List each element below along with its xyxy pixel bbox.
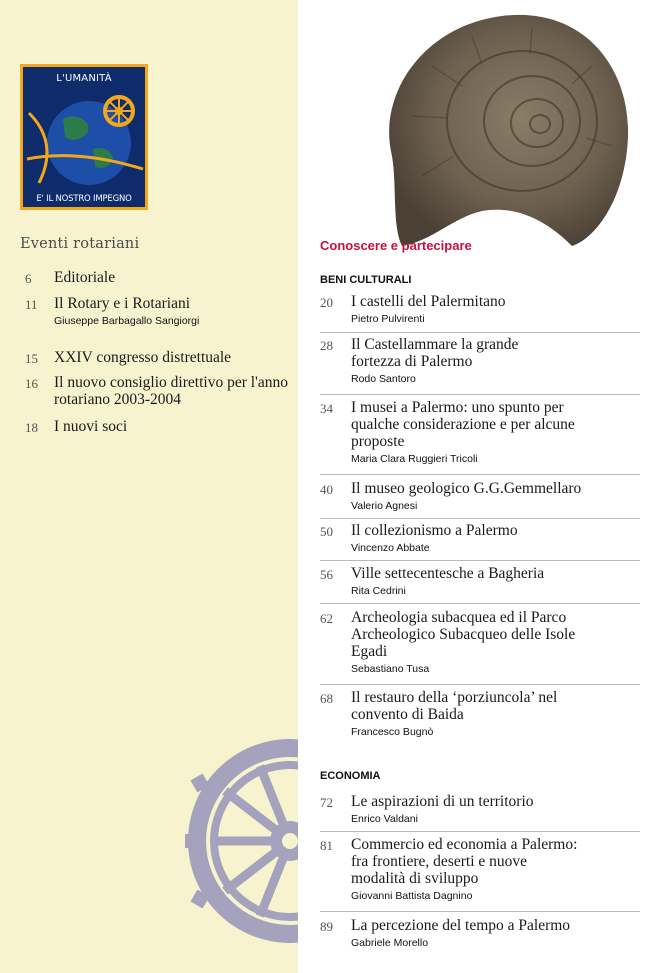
entry-title: La percezione del tempo a Palermo	[351, 917, 571, 934]
entry-title: I musei a Palermo: uno spunto per qualche considerazione e per alcune proposte	[351, 399, 575, 450]
entry-title: Le aspirazioni di un territorio	[351, 793, 534, 810]
ammonite-fossil-image	[372, 6, 634, 256]
page-number: 72	[320, 795, 333, 810]
page-number: 34	[320, 401, 333, 416]
divider	[320, 474, 640, 475]
entry-author: Sebastiano Tusa	[351, 663, 430, 675]
entry-title: Il nuovo consiglio direttivo per l'anno rotariano 2003-2004	[54, 374, 288, 408]
logo-bottom-text: E' IL NOSTRO IMPEGNO	[36, 194, 132, 204]
entry-title: Il Rotary e i Rotariani	[54, 295, 191, 312]
entry-author: Giuseppe Barbagallo Sangiorgi	[54, 315, 200, 327]
entry-title: Il museo geologico G.G.Gemmellaro	[351, 480, 582, 497]
page-number: 68	[320, 691, 333, 706]
left-section-heading: Eventi rotariani	[20, 236, 140, 252]
entry-title: Editoriale	[54, 269, 116, 286]
page-number: 16	[25, 376, 38, 391]
entry-title: Il Castellammare la grande fortezza di Palermo	[351, 336, 519, 370]
page-number: 20	[320, 295, 333, 310]
entry-author: Maria Clara Ruggieri Tricoli	[351, 453, 478, 465]
globe-icon	[23, 67, 145, 207]
page-number: 11	[25, 297, 38, 312]
entry-title: I nuovi soci	[54, 418, 128, 435]
entry-author: Vincenzo Abbate	[351, 542, 430, 554]
rotary-wheel-icon	[185, 736, 298, 946]
divider	[320, 831, 640, 832]
entry-author: Rodo Santoro	[351, 373, 416, 385]
entry-author: Francesco Bugnò	[351, 726, 434, 738]
divider	[320, 911, 640, 912]
divider	[320, 603, 640, 604]
rotary-logo	[20, 64, 148, 210]
page-number: 89	[320, 919, 333, 934]
page-number: 6	[25, 271, 32, 286]
divider	[320, 560, 640, 561]
entry-author: Valerio Agnesi	[351, 500, 418, 512]
entry-author: Rita Cedrini	[351, 585, 406, 597]
page-number: 62	[320, 611, 333, 626]
entry-title: Il restauro della ‘porziuncola’ nel convento di Baida	[351, 689, 558, 723]
divider	[320, 332, 640, 333]
entry-title: Commercio ed economia a Palermo: fra frontiere, deserti e nuove modalità di sviluppo	[351, 836, 578, 887]
entry-title: Archeologia subacquea ed il Parco Archeologico Subacqueo delle Isole Egadi	[351, 609, 576, 660]
entry-title: XXIV congresso distrettuale	[54, 349, 232, 366]
entry-author: Gabriele Morello	[351, 937, 429, 949]
divider	[320, 394, 640, 395]
entry-title: Ville settecentesche a Bagheria	[351, 565, 545, 582]
divider	[320, 518, 640, 519]
page-number: 28	[320, 338, 333, 353]
entry-author: Giovanni Battista Dagnino	[351, 890, 473, 902]
entry-title: I castelli del Palermitano	[351, 293, 506, 310]
page-number: 18	[25, 420, 38, 435]
logo-top-text: L'UMANITÀ	[56, 73, 112, 84]
entry-author: Pietro Pulvirenti	[351, 313, 425, 325]
entry-author: Enrico Valdani	[351, 813, 418, 825]
category-beni-culturali: BENI CULTURALI	[320, 274, 412, 286]
page-number: 15	[25, 351, 38, 366]
section-heading-conoscere: Conoscere e partecipare	[320, 238, 472, 253]
category-economia: ECONOMIA	[320, 770, 381, 782]
page-number: 81	[320, 838, 333, 853]
page-number: 56	[320, 567, 333, 582]
page-number: 50	[320, 524, 333, 539]
entry-title: Il collezionismo a Palermo	[351, 522, 518, 539]
divider	[320, 684, 640, 685]
page-number: 40	[320, 482, 333, 497]
